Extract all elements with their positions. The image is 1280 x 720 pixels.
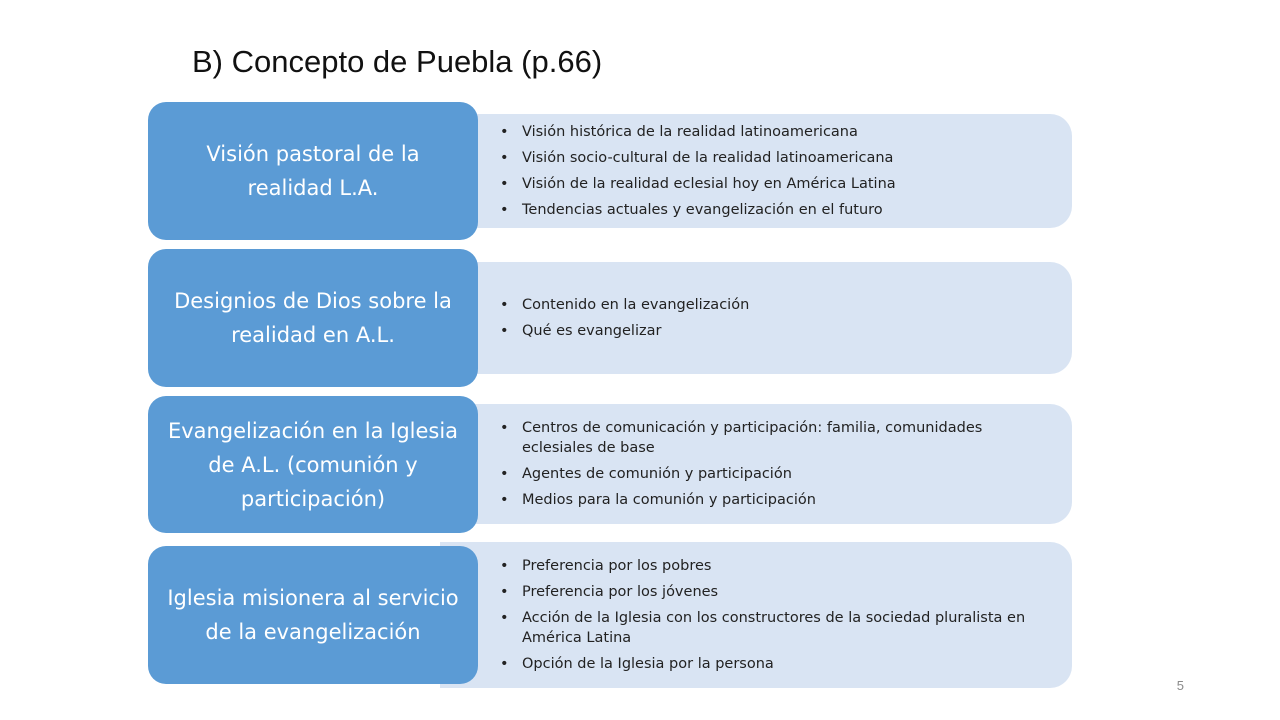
bullet-item: • Contenido en la evangelización — [500, 295, 1032, 315]
page-number: 5 — [1176, 678, 1184, 693]
section-heading: Evangelización en la Iglesia de A.L. (comunión y participación) — [167, 418, 459, 511]
slide-title: B) Concepto de Puebla (p.66) — [192, 44, 603, 79]
bullet-item: • Preferencia por los jóvenes — [500, 582, 1032, 602]
bullet-item: • Visión de la realidad eclesial hoy en América Latina — [500, 174, 1032, 194]
section-heading-box — [148, 102, 478, 240]
bullet-item: • Opción de la Iglesia por la persona — [500, 654, 1032, 674]
bullet-panel — [440, 114, 1072, 228]
section-heading-box — [148, 249, 478, 387]
bullet-panel — [440, 404, 1072, 524]
bullet-list — [500, 412, 1032, 516]
bullet-item: • Agentes de comunión y participación — [500, 464, 1032, 484]
bullet-item: • Medios para la comunión y participación — [500, 490, 1032, 510]
bullet-list — [500, 116, 1032, 226]
bullet-item: • Qué es evangelizar — [500, 321, 1032, 341]
bullet-item: • Acción de la Iglesia con los constructores de la sociedad pluralista en América Latina — [500, 608, 1032, 648]
bullet-item: • Visión socio-cultural de la realidad latinoamericana — [500, 148, 1032, 168]
bullet-panel — [440, 542, 1072, 688]
section-heading: Visión pastoral de la realidad L.A. — [206, 142, 420, 200]
section-heading: Iglesia misionera al servicio de la evangelización — [167, 586, 459, 644]
bullet-panel — [440, 262, 1072, 374]
section-heading-box — [148, 396, 478, 533]
bullet-item: • Centros de comunicación y participación: familia, comunidades eclesiales de base — [500, 418, 1032, 458]
bullet-item: • Preferencia por los pobres — [500, 556, 1032, 576]
section-heading-box — [148, 546, 478, 684]
section-heading: Designios de Dios sobre la realidad en A.L. — [174, 289, 452, 347]
bullet-list — [500, 550, 1032, 680]
bullet-list — [500, 289, 1032, 347]
bullet-item: • Tendencias actuales y evangelización en el futuro — [500, 200, 1032, 220]
bullet-item: • Visión histórica de la realidad latinoamericana — [500, 122, 1032, 142]
